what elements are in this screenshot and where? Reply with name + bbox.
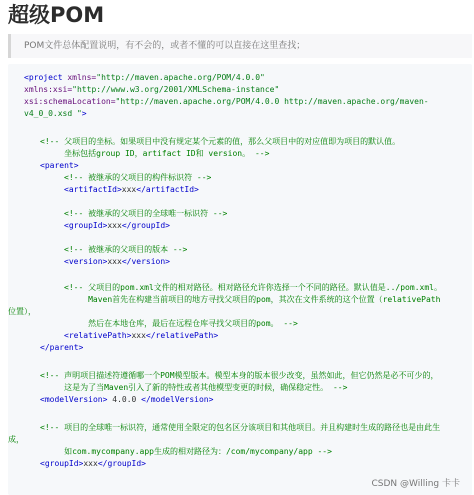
code-line-artifact-id	[64, 184, 199, 196]
parent-open-tag: <parent>	[40, 161, 79, 170]
version-value: xxx	[107, 257, 122, 266]
xmlns-xsi-attr: xmlns:xsi=	[24, 85, 73, 94]
code-line-model-version	[40, 394, 213, 406]
code-block	[8, 64, 472, 495]
xmlns-value: "http://maven.apache.org/POM/4.0.0"	[96, 73, 265, 82]
comment-project-group-id-3: 如com.mycompany.app生成的相对路径为：/com/mycompany/app -->	[40, 447, 332, 456]
project-open-tag: <project	[24, 73, 63, 82]
schema-location-value: "http://maven.apache.org/POM/4.0.0 http://maven.apache.org/maven-	[115, 97, 429, 106]
comment-version: <!-- 被继承的父项目的版本 -->	[64, 245, 188, 254]
code-line-project-group-id	[40, 458, 146, 470]
group-id-value: xxx	[107, 221, 122, 230]
code-line-version	[64, 256, 170, 268]
artifact-id-close-tag: </artifactId>	[136, 185, 199, 194]
group-id-open-tag: <groupId>	[64, 221, 108, 230]
code-line-relative-path	[64, 330, 218, 342]
comment-parent-coords-2: 坐标包括group ID，artifact ID和 version。 -->	[40, 149, 270, 158]
comment-relative-path-4: 然后在本地仓库，最后在远程仓库寻找父项目的pom。 -->	[64, 319, 298, 328]
relative-path-close-tag: </relativePath>	[145, 331, 219, 340]
relative-path-open-tag: <relativePath>	[64, 331, 132, 340]
artifact-id-open-tag: <artifactId>	[64, 185, 122, 194]
project-group-id-open-tag: <groupId>	[40, 459, 84, 468]
parent-close-tag: </parent>	[40, 343, 84, 352]
comment-relative-path-1: <!-- 父项目的pom.xml文件的相对路径。相对路径允许你选择一个不同的路径。默认值是../pom.xml。	[64, 283, 442, 292]
version-open-tag: <version>	[64, 257, 108, 266]
intro-blockquote: POM文件总体配置说明，有不会的，或者不懂的可以直接在这里查找；	[8, 34, 472, 58]
code-line-project-open	[24, 72, 265, 84]
model-version-close-tag: </modelVersion>	[141, 395, 214, 404]
xmlns-xsi-value: "http://www.w3.org/2001/XMLSchema-instance"	[72, 85, 280, 94]
code-line-xmlns-xsi	[24, 84, 279, 96]
model-version-open-tag: <modelVersion>	[40, 395, 108, 404]
code-line-schema-location	[24, 96, 429, 108]
schema-location-attr: xsi:schemaLocation=	[24, 97, 116, 106]
comment-artifact-id: <!-- 被继承的父项目的构件标识符 -->	[64, 173, 212, 182]
comment-relative-path-3: 位置），	[8, 307, 36, 316]
comment-relative-path-2: Maven首先在构建当前项目的地方寻找父项目的pom，其次在文件系统的这个位置（relativePath	[64, 295, 441, 304]
csdn-watermark: CSDN @Willing 卡卡	[371, 479, 460, 489]
comment-parent-coords-1: <!-- 父项目的坐标。如果项目中没有规定某个元素的值，那么父项目中的对应值即为项目的默认值。	[40, 137, 401, 146]
xmlns-attr: xmlns=	[62, 73, 97, 82]
project-group-id-value: xxx	[83, 459, 98, 468]
comment-project-group-id-2: 成，	[8, 435, 24, 444]
group-id-close-tag: </groupId>	[121, 221, 170, 230]
comment-group-id: <!-- 被继承的父项目的全球唯一标识符 -->	[64, 209, 228, 218]
code-line-group-id	[64, 220, 170, 232]
code-line-schema-location-cont	[24, 108, 87, 120]
version-close-tag: </version>	[121, 257, 170, 266]
relative-path-value: xxx	[131, 331, 146, 340]
project-open-close-bracket: >	[81, 109, 87, 118]
artifact-id-value: xxx	[121, 185, 137, 194]
comment-project-group-id-1: <!-- 项目的全球唯一标识符，通常使用全限定的包名区分该项目和其他项目。并且构建时生成的路径也是由此生	[40, 423, 441, 432]
project-group-id-close-tag: </groupId>	[97, 459, 146, 468]
model-version-value: 4.0.0	[107, 395, 142, 404]
page-title: 超级POM	[8, 3, 105, 27]
comment-model-version-2: 这是为了当Maven引入了新的特性或者其他模型变更的时候，确保稳定性。 -->	[40, 383, 348, 392]
schema-location-value-cont: v4_0_0.xsd "	[24, 109, 82, 118]
comment-model-version-1: <!-- 声明项目描述符遵循哪一个POM模型版本。模型本身的版本很少改变，虽然如此，但它仍然是必不可少的，	[40, 371, 439, 380]
